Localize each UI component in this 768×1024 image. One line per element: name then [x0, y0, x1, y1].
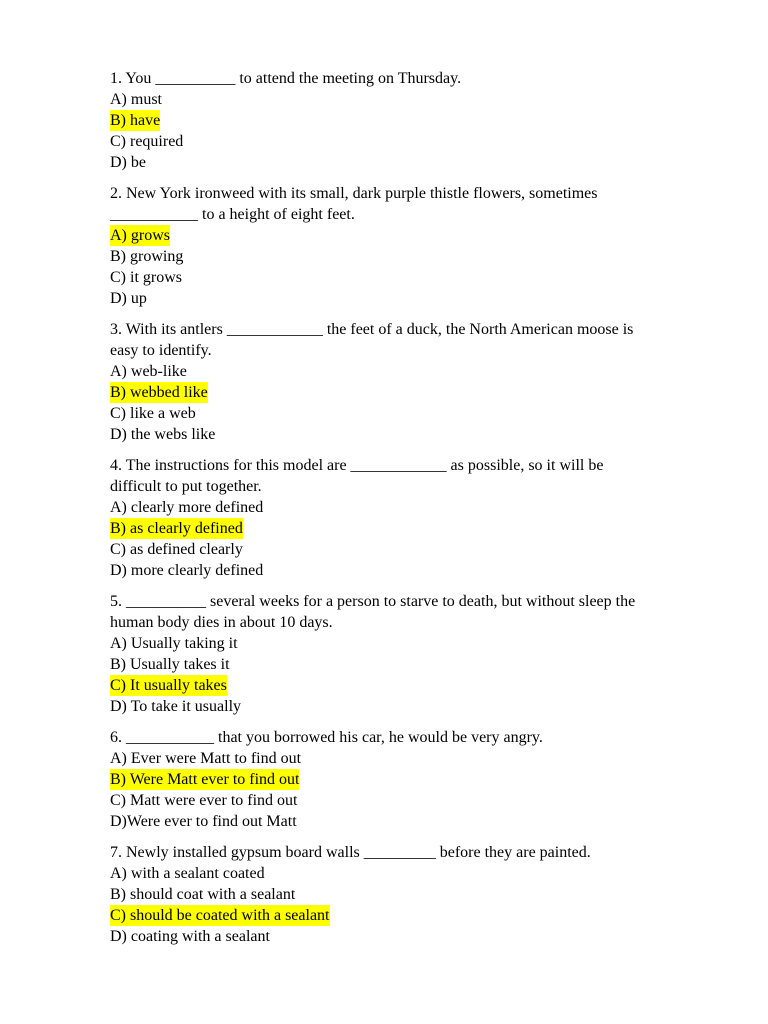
- question-stem-line: [110, 455, 710, 476]
- answer-option-text: A) web-like: [110, 363, 187, 380]
- highlighted-answer-text: C) should be coated with a sealant: [110, 907, 330, 924]
- answer-option: [110, 863, 710, 884]
- answer-option: [110, 246, 710, 267]
- answer-option: [110, 675, 710, 696]
- answer-option: [110, 696, 710, 717]
- answer-option: [110, 424, 710, 445]
- question-stem-text: 1. You __________ to attend the meeting on Thursday.: [110, 70, 462, 87]
- question-stem-line: [110, 68, 710, 89]
- answer-option: [110, 905, 710, 926]
- question-stem-text: 6. ___________ that you borrowed his car, he would be very angry.: [110, 729, 543, 746]
- answer-option: [110, 748, 710, 769]
- answer-option: [110, 518, 710, 539]
- answer-option-text: A) clearly more defined: [110, 499, 264, 516]
- question-block: [110, 68, 710, 173]
- answer-option: [110, 288, 710, 309]
- question-stem-line: [110, 842, 710, 863]
- answer-option-text: D) up: [110, 290, 147, 307]
- highlighted-answer-text: C) It usually takes: [110, 677, 227, 694]
- answer-option: [110, 497, 710, 518]
- answer-option-text: B) should coat with a sealant: [110, 886, 296, 903]
- answer-option-text: A) with a sealant coated: [110, 865, 265, 882]
- highlighted-answer-text: B) have: [110, 112, 161, 129]
- highlighted-answer-text: B) Were Matt ever to find out: [110, 771, 300, 788]
- question-stem-line: [110, 183, 710, 204]
- answer-option-text: A) Ever were Matt to find out: [110, 750, 302, 767]
- question-block: [110, 591, 710, 717]
- highlighted-answer-text: B) webbed like: [110, 384, 208, 401]
- question-stem-line: [110, 612, 710, 633]
- answer-option-text: B) growing: [110, 248, 184, 265]
- question-stem-text: 4. The instructions for this model are ____________ as possible, so it will be: [110, 457, 604, 474]
- answer-option: [110, 560, 710, 581]
- question-stem-line: [110, 340, 710, 361]
- answer-option-text: B) Usually takes it: [110, 656, 230, 673]
- question-stem-text: difficult to put together.: [110, 478, 262, 495]
- highlighted-answer-text: A) grows: [110, 227, 170, 244]
- answer-option: [110, 89, 710, 110]
- question-stem-text: 5. __________ several weeks for a person to starve to death, but without sleep the: [110, 593, 636, 610]
- answer-option: [110, 633, 710, 654]
- question-block: [110, 727, 710, 832]
- question-stem-line: [110, 204, 710, 225]
- answer-option-text: C) it grows: [110, 269, 182, 286]
- answer-option: [110, 654, 710, 675]
- question-block: [110, 183, 710, 309]
- question-stem-text: easy to identify.: [110, 342, 212, 359]
- answer-option: [110, 267, 710, 288]
- answer-option: [110, 884, 710, 905]
- answer-option: [110, 382, 710, 403]
- answer-option: [110, 361, 710, 382]
- answer-option-text: C) Matt were ever to find out: [110, 792, 298, 809]
- answer-option-text: A) Usually taking it: [110, 635, 238, 652]
- question-block: [110, 319, 710, 445]
- answer-option: [110, 539, 710, 560]
- question-stem-text: 7. Newly installed gypsum board walls _________ before they are painted.: [110, 844, 591, 861]
- answer-option: [110, 926, 710, 947]
- question-stem-line: [110, 727, 710, 748]
- answer-option: [110, 131, 710, 152]
- question-stem-text: 2. New York ironweed with its small, dark purple thistle flowers, sometimes: [110, 185, 598, 202]
- question-stem-text: human body dies in about 10 days.: [110, 614, 333, 631]
- question-block: [110, 455, 710, 581]
- answer-option: [110, 769, 710, 790]
- answer-option: [110, 152, 710, 173]
- answer-option-text: D)Were ever to find out Matt: [110, 813, 297, 830]
- answer-option-text: A) must: [110, 91, 162, 108]
- answer-option-text: D) be: [110, 154, 146, 171]
- answer-option: [110, 110, 710, 131]
- answer-option-text: C) like a web: [110, 405, 196, 422]
- answer-option-text: C) as defined clearly: [110, 541, 243, 558]
- answer-option: [110, 790, 710, 811]
- question-block: [110, 842, 710, 947]
- answer-option-text: D) the webs like: [110, 426, 216, 443]
- answer-option-text: C) required: [110, 133, 184, 150]
- answer-option: [110, 403, 710, 424]
- quiz-page: [110, 68, 710, 957]
- answer-option-text: D) To take it usually: [110, 698, 242, 715]
- question-stem-line: [110, 591, 710, 612]
- question-stem-line: [110, 319, 710, 340]
- question-stem-text: 3. With its antlers ____________ the feet of a duck, the North American moose is: [110, 321, 634, 338]
- highlighted-answer-text: B) as clearly defined: [110, 520, 243, 537]
- question-stem-text: ___________ to a height of eight feet.: [110, 206, 355, 223]
- answer-option-text: D) coating with a sealant: [110, 928, 270, 945]
- question-stem-line: [110, 476, 710, 497]
- answer-option: [110, 811, 710, 832]
- answer-option-text: D) more clearly defined: [110, 562, 264, 579]
- answer-option: [110, 225, 710, 246]
